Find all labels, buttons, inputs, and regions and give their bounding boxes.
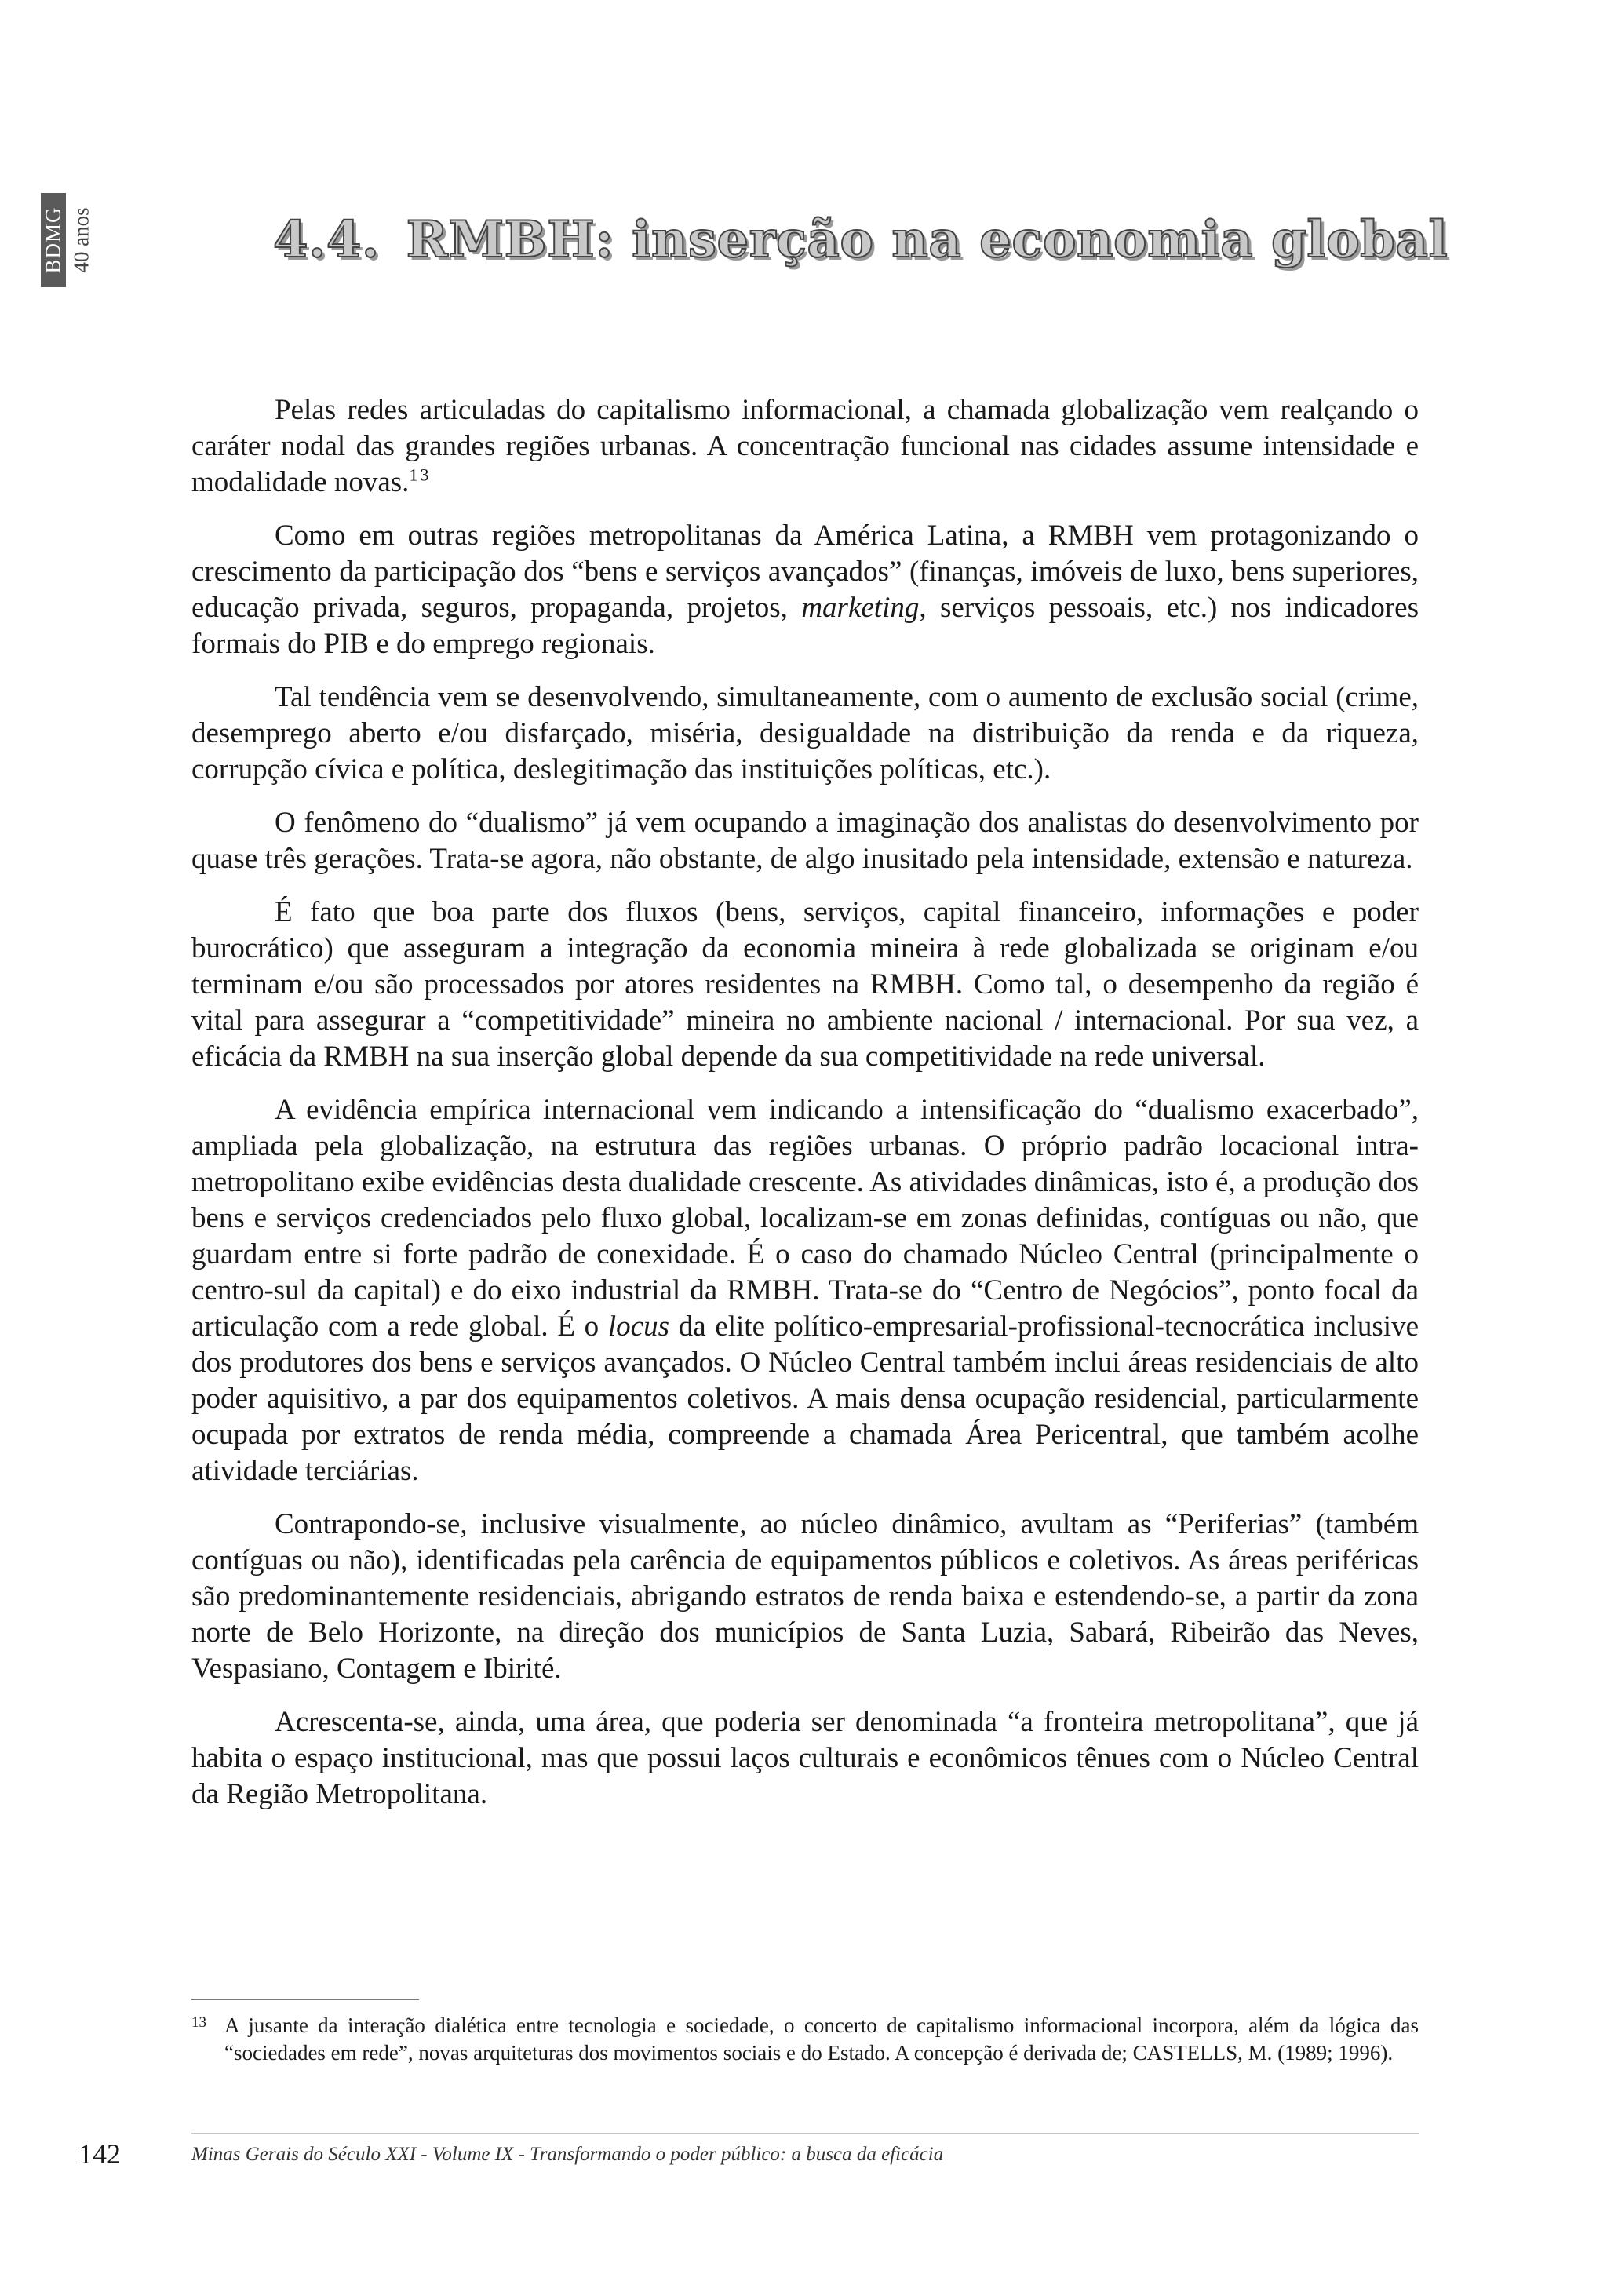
paragraph-2: Como em outras regiões metropolitanas da América Latina, a RMBH vem protagonizando o crescimento da participação dos “bens e serviços avançados” (finanças, imóveis de luxo, bens superiores, educação privada, seguros, propaganda, projetos, marketing, serviços pessoais, etc.) nos indicadores formais do PIB e do emprego regionais. <box>191 519 1419 660</box>
footer-divider <box>191 2133 1419 2134</box>
paragraph-3: Tal tendência vem se desenvolvendo, simultaneamente, com o aumento de exclusão social (crime, desemprego aberto e/ou disfarçado, miséria, desigualdade na distribuição da renda e da riqueza, corrupção cívica e política, deslegitimação das instituições políticas, etc.). <box>191 681 1419 785</box>
anniversary-label: 40 anos <box>69 207 93 273</box>
anniversary-label-block <box>67 193 96 287</box>
paragraph-4: O fenômeno do “dualismo” já vem ocupando a imaginação dos analistas do desenvolvimento por quase três gerações. Trata-se agora, não obstante, de algo inusitado pela intensidade, extensão e natureza. <box>191 807 1419 875</box>
section-title: RMBH: inserção na economia global <box>406 210 1448 269</box>
bdmg-logo <box>41 193 97 287</box>
page-number: 142 <box>78 2138 121 2170</box>
italic-term: marketing <box>801 592 920 624</box>
footnote-text: A jusante da interação dialética entre tecnologia e sociedade, o concerto de capitalismo informacional incorpora, além da lógica das “sociedades em rede”, novas arquiteturas dos movimentos sociais e do Estado. A concepção é derivada de; CASTELLS, M. (1989; 1996). <box>224 2014 1419 2065</box>
paragraph-6: A evidência empírica internacional vem indicando a intensificação do “dualismo exacerbado”, ampliada pela globalização, na estrutura das regiões urbanas. O próprio padrão locacional intra-metropolitano exibe evidências desta dualidade crescente. As atividades dinâmicas, isto é, a produção dos bens e serviços credenciados pelo fluxo global, localizam-se em zonas definidas, contíguas ou não, que guardam entre si forte padrão de conexidade. É o caso do chamado Núcleo Central (principalmente o centro-sul da capital) e do eixo industrial da RMBH. Trata-se do “Centro de Negócios”, ponto focal da articulação com a rede global. É o locus da elite político-empresarial-profissional-tecnocrática inclusive dos produtores dos bens e serviços avançados. O Núcleo Central também inclui áreas residenciais de alto poder aquisitivo, a par dos equipamentos coletivos. A mais densa ocupação residencial, particularmente ocupada por extratos de renda média, compreende a chamada Área Pericentral, que também acolhe atividade terciárias. <box>191 1094 1419 1487</box>
paragraph-7: Contrapondo-se, inclusive visualmente, ao núcleo dinâmico, avultam as “Periferias” (também contíguas ou não), identificadas pela carência de equipamentos públicos e coletivos. As áreas periféricas são predominantemente residenciais, abrigando estratos de renda baixa e estendendo-se, a partir da zona norte de Belo Horizonte, na direção dos municípios de Santa Luzia, Sabará, Ribeirão das Neves, Vespasiano, Contagem e Ibirité. <box>191 1508 1419 1685</box>
section-heading <box>273 210 1448 269</box>
italic-term: locus <box>607 1310 669 1343</box>
paragraph-5: É fato que boa parte dos fluxos (bens, serviços, capital financeiro, informações e poder burocrático) que asseguram a integração da economia mineira à rede globalizada se originam e/ou terminam e/ou são processados por atores residentes na RMBH. Como tal, o desempenho da região é vital para assegurar a “competitividade” mineira no ambiente nacional / internacional. Por sua vez, a eficácia da RMBH na sua inserção global depende da sua competitividade na rede universal. <box>191 896 1419 1073</box>
footnote <box>191 2012 1419 2067</box>
paragraph-8: Acrescenta-se, ainda, uma área, que poderia ser denominada “a fronteira metropolitana”, que já habita o espaço institucional, mas que possui laços culturais e econômicos tênues com o Núcleo Central da Região Metropolitana. <box>191 1706 1419 1810</box>
running-footer-title: Minas Gerais do Século XXI - Volume IX - Transformando o poder público: a busca da eficácia <box>191 2144 944 2165</box>
body-text <box>191 392 1419 1830</box>
bdmg-logo-block <box>41 193 66 287</box>
bdmg-logo-text: BDMG <box>41 206 65 274</box>
footnote-number: 13 <box>191 2014 206 2031</box>
footnote-reference: 13 <box>409 465 432 485</box>
section-number: 4.4. <box>273 210 380 269</box>
paragraph-1: Pelas redes articuladas do capitalismo informacional, a chamada globalização vem realçando o caráter nodal das grandes regiões urbanas. A concentração funcional nas cidades assume intensidade e modalidade novas.$^{13}$ <box>191 394 1419 498</box>
footnote-divider <box>191 1999 419 2000</box>
